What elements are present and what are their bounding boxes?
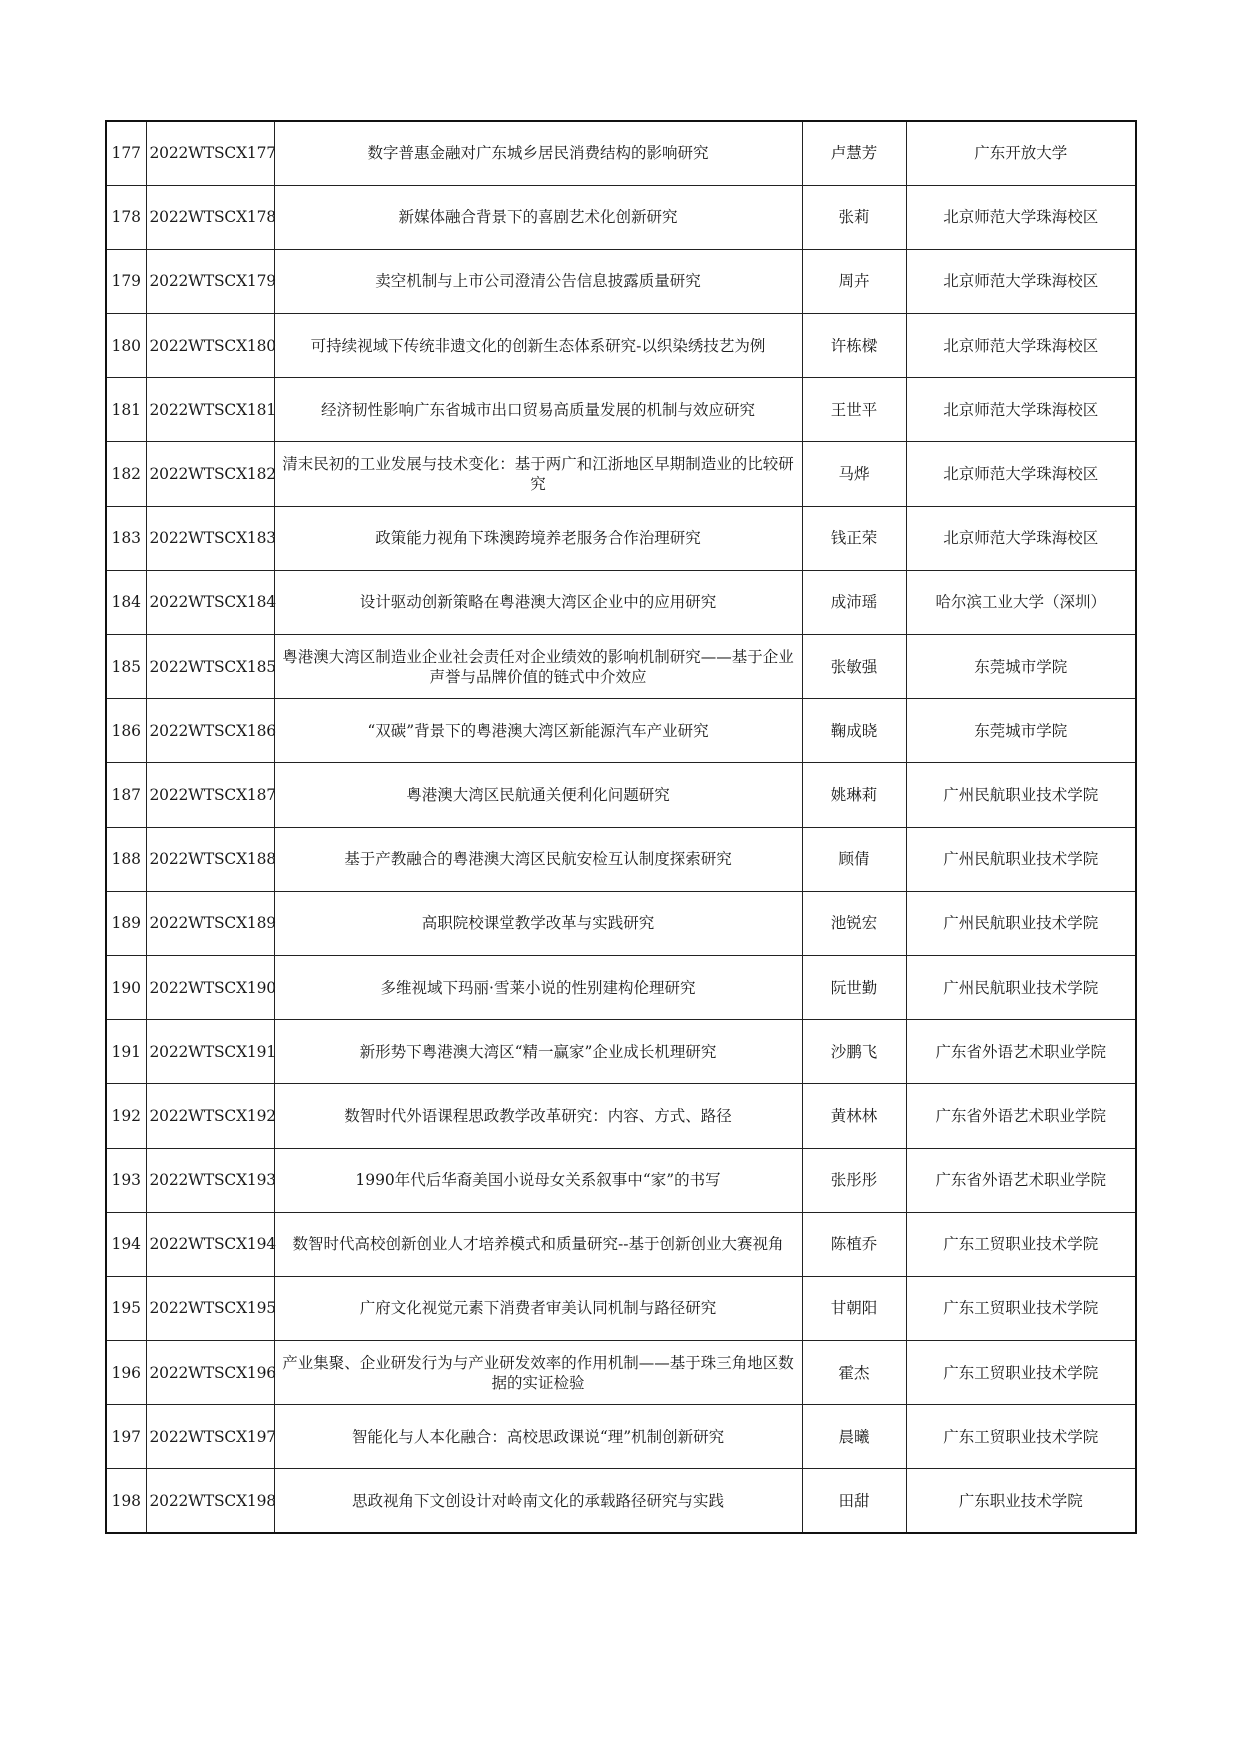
table-row	[106, 570, 1136, 634]
institution: 北京师范大学珠海校区	[906, 506, 1136, 570]
principal-investigator: 周卉	[802, 249, 906, 313]
project-code: 2022WTSCX194	[146, 1212, 274, 1276]
row-number: 179	[106, 249, 146, 313]
project-title: 粤港澳大湾区制造业企业社会责任对企业绩效的影响机制研究——基于企业声誉与品牌价值的链式中介效应	[274, 635, 802, 699]
principal-investigator: 池锐宏	[802, 891, 906, 955]
project-code: 2022WTSCX189	[146, 891, 274, 955]
project-code: 2022WTSCX184	[146, 570, 274, 634]
row-number: 187	[106, 763, 146, 827]
institution: 北京师范大学珠海校区	[906, 185, 1136, 249]
project-title: 数智时代外语课程思政教学改革研究：内容、方式、路径	[274, 1084, 802, 1148]
table-row	[106, 442, 1136, 506]
row-number: 183	[106, 506, 146, 570]
project-title: 经济韧性影响广东省城市出口贸易高质量发展的机制与效应研究	[274, 378, 802, 442]
principal-investigator: 马烨	[802, 442, 906, 506]
row-number: 180	[106, 314, 146, 378]
principal-investigator: 钱正荣	[802, 506, 906, 570]
principal-investigator: 陈植乔	[802, 1212, 906, 1276]
principal-investigator: 张莉	[802, 185, 906, 249]
project-code: 2022WTSCX180	[146, 314, 274, 378]
institution: 广州民航职业技术学院	[906, 827, 1136, 891]
principal-investigator: 成沛瑶	[802, 570, 906, 634]
table-row	[106, 1341, 1136, 1405]
row-number: 178	[106, 185, 146, 249]
row-number: 190	[106, 955, 146, 1019]
project-title: “双碳”背景下的粤港澳大湾区新能源汽车产业研究	[274, 699, 802, 763]
institution: 东莞城市学院	[906, 699, 1136, 763]
project-title: 设计驱动创新策略在粤港澳大湾区企业中的应用研究	[274, 570, 802, 634]
institution: 广州民航职业技术学院	[906, 955, 1136, 1019]
project-code: 2022WTSCX192	[146, 1084, 274, 1148]
principal-investigator: 晨曦	[802, 1405, 906, 1469]
row-number: 182	[106, 442, 146, 506]
project-code: 2022WTSCX187	[146, 763, 274, 827]
institution: 广东工贸职业技术学院	[906, 1341, 1136, 1405]
project-code: 2022WTSCX183	[146, 506, 274, 570]
institution: 广东工贸职业技术学院	[906, 1276, 1136, 1340]
project-title: 智能化与人本化融合：高校思政课说“理”机制创新研究	[274, 1405, 802, 1469]
institution: 北京师范大学珠海校区	[906, 442, 1136, 506]
project-title: 数字普惠金融对广东城乡居民消费结构的影响研究	[274, 121, 802, 185]
row-number: 193	[106, 1148, 146, 1212]
table-row	[106, 699, 1136, 763]
principal-investigator: 顾倩	[802, 827, 906, 891]
project-code: 2022WTSCX181	[146, 378, 274, 442]
table-row	[106, 955, 1136, 1019]
project-title: 广府文化视觉元素下消费者审美认同机制与路径研究	[274, 1276, 802, 1340]
project-table	[105, 120, 1137, 1534]
institution: 北京师范大学珠海校区	[906, 314, 1136, 378]
project-code: 2022WTSCX186	[146, 699, 274, 763]
project-code: 2022WTSCX191	[146, 1020, 274, 1084]
table-row	[106, 891, 1136, 955]
project-table-body	[106, 121, 1136, 1533]
row-number: 195	[106, 1276, 146, 1340]
project-title: 数智时代高校创新创业人才培养模式和质量研究--基于创新创业大赛视角	[274, 1212, 802, 1276]
table-row	[106, 1469, 1136, 1533]
project-code: 2022WTSCX193	[146, 1148, 274, 1212]
table-row	[106, 249, 1136, 313]
table-row	[106, 185, 1136, 249]
principal-investigator: 卢慧芳	[802, 121, 906, 185]
table-row	[106, 378, 1136, 442]
row-number: 197	[106, 1405, 146, 1469]
row-number: 196	[106, 1341, 146, 1405]
principal-investigator: 黄林林	[802, 1084, 906, 1148]
project-code: 2022WTSCX198	[146, 1469, 274, 1533]
project-title: 新形势下粤港澳大湾区“精一赢家”企业成长机理研究	[274, 1020, 802, 1084]
project-title: 高职院校课堂教学改革与实践研究	[274, 891, 802, 955]
project-code: 2022WTSCX196	[146, 1341, 274, 1405]
principal-investigator: 霍杰	[802, 1341, 906, 1405]
institution: 广东职业技术学院	[906, 1469, 1136, 1533]
row-number: 198	[106, 1469, 146, 1533]
institution: 广东省外语艺术职业学院	[906, 1148, 1136, 1212]
project-code: 2022WTSCX195	[146, 1276, 274, 1340]
project-code: 2022WTSCX185	[146, 635, 274, 699]
project-title: 可持续视域下传统非遗文化的创新生态体系研究-以织染绣技艺为例	[274, 314, 802, 378]
principal-investigator: 王世平	[802, 378, 906, 442]
row-number: 192	[106, 1084, 146, 1148]
row-number: 181	[106, 378, 146, 442]
institution: 哈尔滨工业大学（深圳）	[906, 570, 1136, 634]
table-row	[106, 1020, 1136, 1084]
table-row	[106, 1084, 1136, 1148]
table-row	[106, 506, 1136, 570]
project-code: 2022WTSCX197	[146, 1405, 274, 1469]
principal-investigator: 田甜	[802, 1469, 906, 1533]
table-row	[106, 1276, 1136, 1340]
principal-investigator: 张彤彤	[802, 1148, 906, 1212]
row-number: 177	[106, 121, 146, 185]
institution: 广东开放大学	[906, 121, 1136, 185]
principal-investigator: 姚琳莉	[802, 763, 906, 827]
table-row	[106, 763, 1136, 827]
project-title: 1990年代后华裔美国小说母女关系叙事中“家”的书写	[274, 1148, 802, 1212]
project-code: 2022WTSCX188	[146, 827, 274, 891]
row-number: 185	[106, 635, 146, 699]
institution: 广州民航职业技术学院	[906, 891, 1136, 955]
table-row	[106, 1212, 1136, 1276]
project-code: 2022WTSCX178	[146, 185, 274, 249]
institution: 北京师范大学珠海校区	[906, 378, 1136, 442]
project-title: 多维视域下玛丽·雪莱小说的性别建构伦理研究	[274, 955, 802, 1019]
principal-investigator: 许栋樑	[802, 314, 906, 378]
principal-investigator: 甘朝阳	[802, 1276, 906, 1340]
project-code: 2022WTSCX182	[146, 442, 274, 506]
project-title: 基于产教融合的粤港澳大湾区民航安检互认制度探索研究	[274, 827, 802, 891]
table-row	[106, 1405, 1136, 1469]
table-row	[106, 827, 1136, 891]
project-title: 新媒体融合背景下的喜剧艺术化创新研究	[274, 185, 802, 249]
row-number: 189	[106, 891, 146, 955]
project-code: 2022WTSCX190	[146, 955, 274, 1019]
principal-investigator: 鞠成晓	[802, 699, 906, 763]
principal-investigator: 阮世勤	[802, 955, 906, 1019]
row-number: 188	[106, 827, 146, 891]
project-title: 产业集聚、企业研发行为与产业研发效率的作用机制——基于珠三角地区数据的实证检验	[274, 1341, 802, 1405]
project-code: 2022WTSCX177	[146, 121, 274, 185]
institution: 广东工贸职业技术学院	[906, 1212, 1136, 1276]
table-row	[106, 314, 1136, 378]
row-number: 186	[106, 699, 146, 763]
project-title: 政策能力视角下珠澳跨境养老服务合作治理研究	[274, 506, 802, 570]
row-number: 191	[106, 1020, 146, 1084]
institution: 东莞城市学院	[906, 635, 1136, 699]
institution: 广东省外语艺术职业学院	[906, 1020, 1136, 1084]
institution: 北京师范大学珠海校区	[906, 249, 1136, 313]
project-title: 粤港澳大湾区民航通关便利化问题研究	[274, 763, 802, 827]
row-number: 184	[106, 570, 146, 634]
project-code: 2022WTSCX179	[146, 249, 274, 313]
institution: 广州民航职业技术学院	[906, 763, 1136, 827]
institution: 广东省外语艺术职业学院	[906, 1084, 1136, 1148]
table-row	[106, 1148, 1136, 1212]
table-row	[106, 635, 1136, 699]
table-row	[106, 121, 1136, 185]
principal-investigator: 沙鹏飞	[802, 1020, 906, 1084]
project-title: 清末民初的工业发展与技术变化：基于两广和江浙地区早期制造业的比较研究	[274, 442, 802, 506]
project-title: 思政视角下文创设计对岭南文化的承载路径研究与实践	[274, 1469, 802, 1533]
project-title: 卖空机制与上市公司澄清公告信息披露质量研究	[274, 249, 802, 313]
row-number: 194	[106, 1212, 146, 1276]
institution: 广东工贸职业技术学院	[906, 1405, 1136, 1469]
principal-investigator: 张敏强	[802, 635, 906, 699]
